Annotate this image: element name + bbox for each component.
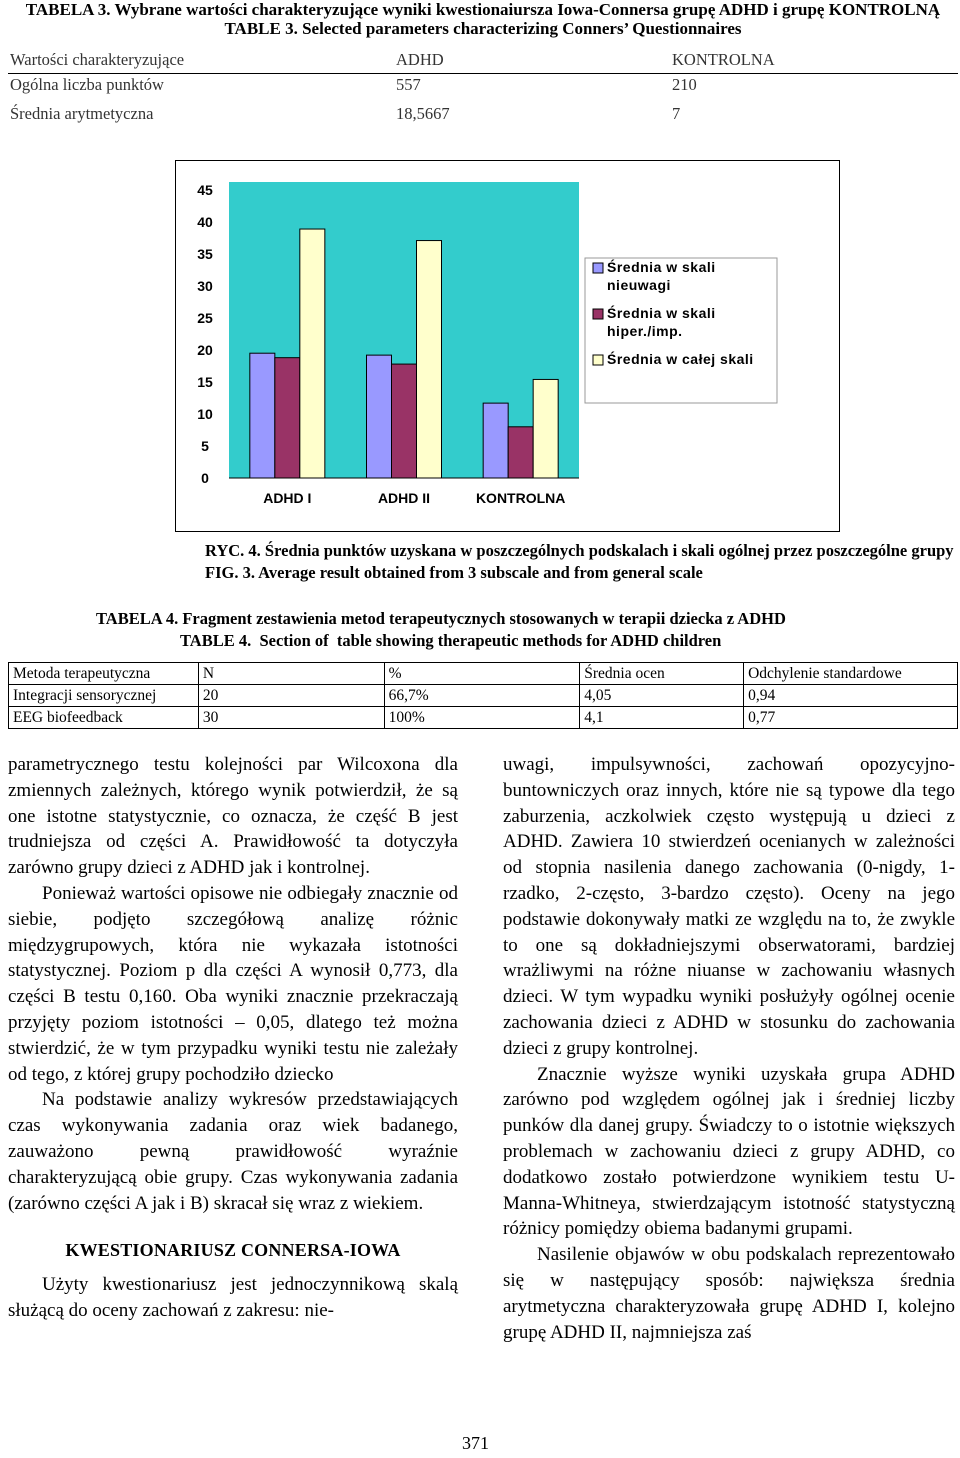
y-tick-label: 25 <box>197 310 213 326</box>
table4-cell: 4,1 <box>580 707 744 729</box>
table3-header-row <box>8 50 958 74</box>
paragraph: parametrycznego testu kolejności par Wilcoxona dla zmiennych zależnych, którego wynik potwierdził, że są one istotne statystycznie, co oznacza, że część B jest trudniejsza od części A. Prawidłowość ta dotyczyła zarówno grupy dzieci z ADHD jak i kontrolnej. <box>8 754 458 879</box>
paragraph: Na podstawie analizy wykresów przedstawiających czas wykonywania zadania oraz wiek badanego, zauważono pewną prawidłowość wyraźnie charakteryzującą obie grupy. Czas wykonywania zadania (zarówno części A jak i B) skracał się wraz z wiekiem. <box>8 1089 458 1214</box>
bar <box>508 427 533 478</box>
table3-title-en: TABLE 3. Selected parameters characterizing Conners’ Questionnaires <box>224 19 742 38</box>
table4-header-cell: Metoda terapeutyczna <box>9 663 199 685</box>
paragraph: Nasilenie objawów w obu podskalach reprezentowało się w następujący sposób: największa średnia arytmetyczna charakteryzowała grupę ADHD I, kolejno grupę ADHD II, najmniejsza zaś <box>503 1244 955 1343</box>
table4-header-cell: Odchylenie standardowe <box>744 663 958 685</box>
legend-label: Średnia w skali <box>607 259 716 275</box>
table4-cell: 100% <box>384 707 580 729</box>
table3-cell: 557 <box>396 75 421 94</box>
table3-rule <box>8 73 958 74</box>
y-tick-label: 0 <box>201 470 209 486</box>
right-column <box>503 752 955 1345</box>
table4-header-row <box>9 663 958 685</box>
legend-swatch <box>593 263 603 273</box>
y-tick-label: 45 <box>197 182 213 198</box>
table3-header-cell: Wartości charakteryzujące <box>10 50 185 69</box>
table4-cell: 0,94 <box>744 685 958 707</box>
table3-cell: 7 <box>672 104 681 123</box>
bar <box>275 358 300 478</box>
bar <box>250 353 275 478</box>
table4-row <box>9 707 958 729</box>
table4-header-cell: Średnia ocen <box>580 663 744 685</box>
table3-header-cell: ADHD <box>396 50 444 69</box>
bar <box>533 379 558 478</box>
left-column <box>8 752 458 1324</box>
table4-header-cell: N <box>198 663 384 685</box>
bar-chart <box>175 160 840 532</box>
table3-cell: 18,5667 <box>396 104 450 123</box>
paragraph: Ponieważ wartości opisowe nie odbiegały znacznie od siebie, podjęto szczegółową analizę różnic międzygrupowych, która nie wykazała istotności statystycznej. Poziom p dla części A wynosił 0,773, dla części B testu 0,160. Oba wyniki znacznie przekraczają przyjęty poziom istotności – 0,05, dlatego też można stwierdzić, że w tym przypadku wyniki testu nie zależały od tego, z której grupy pochodziło dziecko <box>8 882 458 1085</box>
table4-cell: Integracji sensorycznej <box>9 685 199 707</box>
table3-row <box>8 104 958 128</box>
paragraph: Użyty kwestionariusz jest jednoczynnikową skalą służącą do oceny zachowań z zakresu: nie- <box>8 1274 458 1321</box>
table3-cell: 210 <box>672 75 697 94</box>
table4-header-cell: % <box>384 663 580 685</box>
paragraph: Znacznie wyższe wyniki uzyskała grupa ADHD zarówno pod względem ogólnej jak i średniej liczby punków dla danej grupy. Świadczy to o istotnie większych problemach w zachowaniu dzieci z grupy ADHD, co dodatkowo zostało potwierdzone wynikiem testu U-Manna-Whitneya, stwierdzającym istotność statystyczną różnicy pomiędzy obiema badanymi grupami. <box>503 1063 955 1240</box>
x-tick-label: ADHD I <box>263 490 312 506</box>
y-tick-label: 10 <box>197 406 213 422</box>
table3-cell: Średnia arytmetyczna <box>10 104 154 123</box>
table3-row <box>8 75 958 99</box>
section-heading: KWESTIONARIUSZ CONNERSA-IOWA <box>65 1240 401 1261</box>
table4-cell: 20 <box>198 685 384 707</box>
y-tick-label: 20 <box>197 342 213 358</box>
table4-cell: 4,05 <box>580 685 744 707</box>
table4-cell: EEG biofeedback <box>9 707 199 729</box>
y-tick-label: 5 <box>201 438 209 454</box>
y-tick-label: 35 <box>197 246 213 262</box>
table4-row <box>9 685 958 707</box>
table3-header-cell: KONTROLNA <box>672 50 775 69</box>
y-tick-label: 15 <box>197 374 213 390</box>
table3-cell: Ogólna liczba punktów <box>10 75 164 94</box>
y-tick-label: 40 <box>197 214 213 230</box>
table4-title-pl: TABELA 4. Fragment zestawienia metod terapeutycznych stosowanych w terapii dziecka z ADHD <box>96 609 786 628</box>
legend-label: Średnia w skali <box>607 305 716 321</box>
page-number: 371 <box>462 1433 489 1453</box>
bar <box>483 403 508 478</box>
table3-title <box>8 0 958 38</box>
table4-cell: 0,77 <box>744 707 958 729</box>
paragraph: uwagi, impulsywności, zachowań opozycyjno-buntowniczych oraz innych, które nie są typowe dla tego zaburzenia, aczkolwiek często występują u dzieci z ADHD. Zawiera 10 stwierdzeń ocenianych w zależności od stopnia nasilenia danego zachowania (0-nigdy, 1-rzadko, 2-często, 3-bardzo często). Oceny na jego podstawie dokonywały matki ze względu na to, że zwykle to one są dokładniejszymi obserwatorami, bardziej wrażliwymi na różne niuanse w zachowaniu własnych dzieci. W tym wypadku wyniki posłużyły ogólnej ocenie zachowania dzieci z ADHD w stosunku do zachowania dzieci z grupy kontrolnej. <box>503 754 955 1059</box>
x-tick-label: ADHD II <box>377 490 431 506</box>
bar <box>417 241 442 478</box>
legend-swatch <box>593 309 603 319</box>
legend-label: hiper./imp. <box>607 323 683 339</box>
bar <box>392 364 417 478</box>
bar <box>367 355 392 478</box>
x-tick-label: KONTROLNA <box>475 490 566 506</box>
fig3-caption-en: FIG. 3. Average result obtained from 3 subscale and from general scale <box>205 563 703 582</box>
table4 <box>8 662 958 729</box>
bar <box>300 229 325 478</box>
legend-label: Średnia w całej skali <box>607 351 754 367</box>
table3-title-pl: TABELA 3. Wybrane wartości charakteryzujące wyniki kwestionaiursza Iowa-Connersa grupę ADHD i grupę KONTROLNĄ <box>25 0 941 19</box>
y-tick-label: 30 <box>197 278 213 294</box>
table4-title-en: TABLE 4. Section of table showing therapeutic methods for ADHD children <box>180 631 722 650</box>
legend-swatch <box>593 355 603 365</box>
fig3-caption-pl: RYC. 4. Średnia punktów uzyskana w poszczególnych podskalach i skali ogólnej przez poszczególne grupy <box>205 541 954 560</box>
legend-label: nieuwagi <box>607 277 671 293</box>
table4-cell: 30 <box>198 707 384 729</box>
table4-cell: 66,7% <box>384 685 580 707</box>
